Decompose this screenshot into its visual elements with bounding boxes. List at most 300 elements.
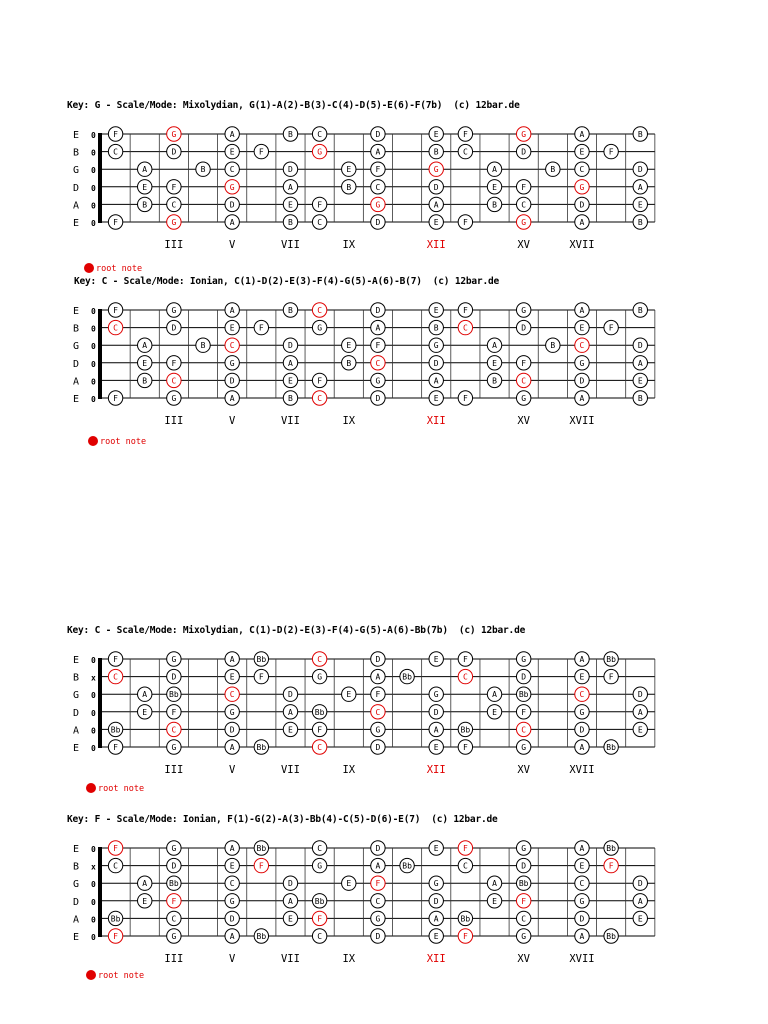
scale-note [400, 858, 414, 872]
note-label: A [288, 707, 293, 717]
note-label: D [433, 896, 439, 906]
legend [88, 436, 146, 447]
scale-note [108, 740, 122, 754]
note-label: D [171, 861, 177, 871]
note-label: G [521, 844, 527, 853]
open-string-marker: 0 [91, 342, 96, 352]
note-label: F [521, 182, 527, 192]
note-label: F [375, 341, 381, 351]
note-label: Bb [402, 861, 412, 871]
note-label: D [433, 707, 439, 717]
note-label: C [579, 690, 585, 700]
note-label: G [375, 376, 381, 386]
note-label: A [229, 130, 235, 139]
scale-note [546, 338, 560, 352]
scale-note [575, 356, 589, 370]
note-label: G [171, 655, 177, 664]
note-label: Bb [314, 707, 325, 717]
note-label: A [375, 672, 381, 682]
note-label: D [229, 376, 235, 386]
note-label: F [258, 861, 264, 871]
fret-marker-label: VII [280, 764, 300, 776]
scale-note [487, 162, 501, 176]
scale-note [604, 652, 618, 666]
scale-note [516, 705, 530, 719]
note-label: E [229, 861, 235, 871]
note-label: D [637, 341, 643, 351]
note-label: A [288, 896, 293, 906]
scale-note [429, 894, 443, 908]
scale-note [167, 197, 181, 211]
scale-note [138, 876, 152, 890]
note-label: E [433, 743, 439, 752]
note-label: D [579, 725, 585, 735]
note-label: C [171, 725, 177, 735]
scale-note [371, 687, 385, 701]
scale-note [633, 303, 647, 317]
note-label: B [637, 130, 643, 139]
fret-marker-label: V [229, 764, 236, 776]
scale-note [342, 162, 356, 176]
note-label: B [346, 358, 352, 368]
note-label: D [375, 844, 381, 853]
scale-note [429, 338, 443, 352]
note-label: E [229, 323, 235, 333]
legend [86, 783, 144, 794]
note-label: F [171, 896, 177, 906]
scale-note [429, 722, 443, 736]
note-label: F [608, 861, 614, 871]
scale-note [575, 722, 589, 736]
note-label: F [258, 323, 264, 333]
note-label: C [113, 672, 118, 682]
scale-note [108, 911, 122, 925]
note-label: B [200, 165, 206, 175]
fret-marker-label: XV [517, 953, 531, 965]
scale-note [371, 911, 385, 925]
note-label: A [579, 655, 585, 664]
scale-note [254, 841, 268, 855]
note-label: Bb [169, 879, 179, 889]
note-label: C [521, 200, 527, 210]
note-label: G [317, 861, 323, 871]
note-label: C [375, 182, 381, 192]
scale-note [633, 876, 647, 890]
scale-note [575, 858, 589, 872]
scale-note [312, 320, 326, 334]
scale-note [516, 740, 530, 754]
note-label: A [433, 725, 439, 735]
note-label: F [113, 394, 118, 403]
note-label: A [142, 341, 148, 351]
fretboard [0, 98, 768, 268]
scale-note [516, 303, 530, 317]
note-label: E [346, 341, 352, 351]
note-label: E [142, 896, 148, 906]
note-label: A [579, 130, 585, 139]
note-label: E [492, 896, 497, 906]
note-label: F [258, 672, 264, 682]
note-label: B [288, 130, 293, 139]
note-label: D [375, 394, 381, 403]
nut [98, 133, 102, 223]
note-label: F [375, 690, 381, 700]
root-note [312, 740, 326, 754]
note-label: C [462, 861, 468, 871]
scale-note [167, 740, 181, 754]
scale-note [371, 858, 385, 872]
scale-note [138, 197, 152, 211]
note-label: E [637, 725, 643, 735]
scale-note [487, 180, 501, 194]
open-string-marker: 0 [91, 845, 96, 854]
scale-note [225, 320, 239, 334]
note-label: G [229, 358, 235, 368]
scale-note [458, 215, 472, 229]
string-name-label: E [73, 130, 80, 141]
scale-note [546, 162, 560, 176]
note-label: F [113, 932, 118, 941]
root-note [108, 841, 122, 855]
note-label: A [637, 182, 643, 192]
root-note [458, 320, 472, 334]
note-label: G [171, 844, 177, 853]
note-label: B [142, 376, 148, 386]
scale-note [633, 894, 647, 908]
scale-note [604, 929, 618, 943]
note-label: D [579, 914, 585, 924]
scale-note [225, 841, 239, 855]
note-label: G [171, 394, 177, 403]
scale-note [371, 162, 385, 176]
root-note [516, 373, 530, 387]
legend [86, 970, 144, 981]
note-label: D [521, 861, 527, 871]
note-label: B [433, 147, 439, 157]
string-name-label: B [73, 323, 80, 335]
nut [98, 309, 102, 399]
root-note [312, 144, 326, 158]
note-label: G [171, 306, 177, 315]
note-label: C [317, 743, 323, 752]
scale-note [516, 929, 530, 943]
scale-note [283, 162, 297, 176]
note-label: E [579, 861, 585, 871]
scale-note [429, 180, 443, 194]
note-label: F [462, 306, 468, 315]
scale-note [342, 338, 356, 352]
scale-note [458, 391, 472, 405]
fret-marker-label: XII [426, 239, 446, 251]
root-note [516, 127, 530, 141]
fret-marker-label: V [229, 953, 236, 965]
note-label: F [462, 655, 468, 664]
note-label: Bb [256, 743, 267, 752]
note-label: A [288, 182, 293, 192]
note-label: G [433, 341, 439, 351]
note-label: F [113, 130, 118, 139]
open-string-marker: 0 [91, 744, 96, 753]
scale-note [283, 705, 297, 719]
note-label: E [579, 323, 585, 333]
note-label: D [171, 147, 177, 157]
scale-note [429, 215, 443, 229]
scale-note [225, 705, 239, 719]
scale-note [283, 303, 297, 317]
note-label: Bb [518, 879, 529, 889]
scale-note [429, 303, 443, 317]
scale-note [167, 320, 181, 334]
fret-marker-label: III [164, 953, 184, 965]
scale-note [575, 876, 589, 890]
scale-note [633, 338, 647, 352]
note-label: C [375, 896, 381, 906]
fret-marker-label: IX [342, 239, 356, 251]
scale-note [633, 162, 647, 176]
note-label: G [171, 130, 177, 139]
note-label: E [346, 879, 352, 889]
note-label: F [462, 932, 468, 941]
scale-note [371, 722, 385, 736]
scale-note [429, 391, 443, 405]
note-label: A [637, 896, 643, 906]
note-label: D [375, 130, 381, 139]
note-label: C [462, 147, 468, 157]
note-label: G [579, 358, 585, 368]
scale-note [458, 303, 472, 317]
scale-note [225, 356, 239, 370]
note-label: A [579, 218, 585, 227]
diagram-title: Key: C - Scale/Mode: Mixolydian, C(1)-D(2)-E(3)-F(4)-G(5)-A(6)-Bb(7b) (c) 12bar.de [67, 625, 526, 636]
note-label: D [375, 743, 381, 752]
open-string-marker: 0 [91, 915, 96, 925]
open-string-marker: 0 [91, 656, 96, 665]
scale-diagram-3 [0, 623, 768, 823]
scale-note [283, 180, 297, 194]
root-note [604, 858, 618, 872]
open-string-marker: 0 [91, 691, 96, 701]
legend-label: root note [98, 784, 145, 794]
scale-note [138, 687, 152, 701]
fretboard [0, 274, 768, 444]
note-label: G [171, 218, 177, 227]
note-label: G [521, 932, 527, 941]
note-label: B [288, 218, 293, 227]
note-label: D [375, 306, 381, 315]
note-label: F [462, 844, 468, 853]
note-label: D [579, 200, 585, 210]
note-label: B [550, 165, 556, 175]
string-name-label: E [73, 655, 80, 666]
scale-note [575, 391, 589, 405]
note-label: F [462, 394, 468, 403]
scale-note [225, 215, 239, 229]
scale-note [138, 356, 152, 370]
note-label: E [433, 655, 439, 664]
note-label: A [229, 844, 235, 853]
note-label: E [579, 147, 585, 157]
fret-marker-label: IX [342, 764, 356, 776]
note-label: A [375, 323, 381, 333]
note-label: G [433, 690, 439, 700]
string-name-label: E [73, 306, 80, 317]
note-label: G [229, 707, 235, 717]
open-string-marker: 0 [91, 880, 96, 890]
scale-note [371, 740, 385, 754]
scale-note [458, 722, 472, 736]
note-label: A [579, 306, 585, 315]
scale-note [487, 373, 501, 387]
fretboard [0, 623, 768, 793]
note-label: F [462, 218, 468, 227]
note-label: C [579, 165, 585, 175]
string-name-label: A [73, 725, 80, 737]
note-label: Bb [110, 914, 121, 924]
note-label: F [113, 743, 118, 752]
note-label: C [171, 376, 177, 386]
note-label: E [229, 147, 235, 157]
note-label: G [375, 200, 381, 210]
scale-note [371, 127, 385, 141]
note-label: G [317, 323, 323, 333]
note-label: A [579, 394, 585, 403]
scale-note [283, 722, 297, 736]
fret-marker-label: XV [517, 764, 531, 776]
scale-note [516, 356, 530, 370]
scale-note [225, 197, 239, 211]
scale-note [575, 894, 589, 908]
scale-note [167, 669, 181, 683]
note-label: Bb [606, 932, 616, 941]
note-label: G [433, 165, 439, 175]
scale-note [516, 652, 530, 666]
fret-marker-label: V [229, 239, 236, 251]
note-label: D [375, 218, 381, 227]
scale-note [633, 127, 647, 141]
scale-note [487, 705, 501, 719]
note-label: Bb [460, 725, 471, 735]
scale-note [516, 180, 530, 194]
legend-label: root note [96, 264, 143, 274]
scale-note [604, 740, 618, 754]
note-label: A [433, 200, 439, 210]
scale-note [167, 858, 181, 872]
scale-note [458, 740, 472, 754]
note-label: A [579, 743, 585, 752]
scale-note [371, 652, 385, 666]
fret-marker-label: III [164, 415, 184, 427]
scale-note [516, 876, 530, 890]
note-label: C [171, 914, 177, 924]
scale-note [575, 127, 589, 141]
note-label: F [521, 707, 527, 717]
scale-note [516, 841, 530, 855]
root-note [225, 338, 239, 352]
scale-note [575, 740, 589, 754]
note-label: F [521, 358, 527, 368]
string-name-label: G [73, 165, 80, 177]
note-label: D [229, 200, 235, 210]
scale-note [575, 841, 589, 855]
note-label: E [229, 672, 235, 682]
note-label: E [346, 165, 352, 175]
scale-note [225, 722, 239, 736]
scale-note [196, 162, 210, 176]
scale-note [371, 215, 385, 229]
scale-note [283, 356, 297, 370]
scale-note [225, 858, 239, 872]
scale-note [342, 687, 356, 701]
note-label: C [579, 341, 585, 351]
scale-note [371, 180, 385, 194]
fret-marker-label: XVII [569, 239, 595, 251]
open-string-marker: 0 [91, 897, 96, 907]
scale-note [138, 705, 152, 719]
scale-note [108, 144, 122, 158]
fret-marker-label: XV [517, 415, 531, 427]
scale-note [604, 841, 618, 855]
note-label: D [288, 165, 293, 175]
scale-note [138, 338, 152, 352]
note-label: E [579, 672, 585, 682]
string-name-label: E [73, 743, 80, 754]
fret-marker-label: XII [426, 764, 446, 776]
note-label: Bb [256, 655, 267, 664]
note-label: E [346, 690, 352, 700]
fret-marker-label: XII [426, 415, 446, 427]
note-label: A [579, 844, 585, 853]
note-label: F [375, 165, 381, 175]
root-note [371, 356, 385, 370]
scale-note [633, 705, 647, 719]
open-string-marker: 0 [91, 307, 96, 316]
scale-note [371, 373, 385, 387]
scale-note [575, 929, 589, 943]
scale-note [487, 876, 501, 890]
note-label: E [433, 394, 439, 403]
note-label: C [317, 306, 323, 315]
root-note [516, 215, 530, 229]
scale-note [633, 373, 647, 387]
open-string-marker: 0 [91, 219, 96, 228]
note-label: A [229, 306, 235, 315]
note-label: C [317, 218, 323, 227]
scale-note [604, 669, 618, 683]
note-label: G [171, 932, 177, 941]
legend-label: root note [98, 971, 145, 981]
scale-note [283, 338, 297, 352]
scale-note [342, 180, 356, 194]
root-note [254, 858, 268, 872]
string-name-label: A [73, 914, 80, 926]
diagram-title: Key: C - Scale/Mode: Ionian, C(1)-D(2)-E(3)-F(4)-G(5)-A(6)-B(7) (c) 12bar.de [74, 276, 500, 287]
open-string-marker: 0 [91, 359, 96, 369]
root-note [371, 197, 385, 211]
note-label: Bb [606, 655, 616, 664]
string-name-label: D [73, 896, 80, 908]
note-label: A [375, 147, 381, 157]
root-note [167, 215, 181, 229]
note-label: E [142, 182, 148, 192]
note-label: G [521, 306, 527, 315]
scale-note [575, 911, 589, 925]
note-label: C [113, 323, 118, 333]
note-label: B [492, 200, 497, 210]
root-note [312, 911, 326, 925]
root-note [167, 722, 181, 736]
scale-note [312, 705, 326, 719]
scale-note [167, 144, 181, 158]
